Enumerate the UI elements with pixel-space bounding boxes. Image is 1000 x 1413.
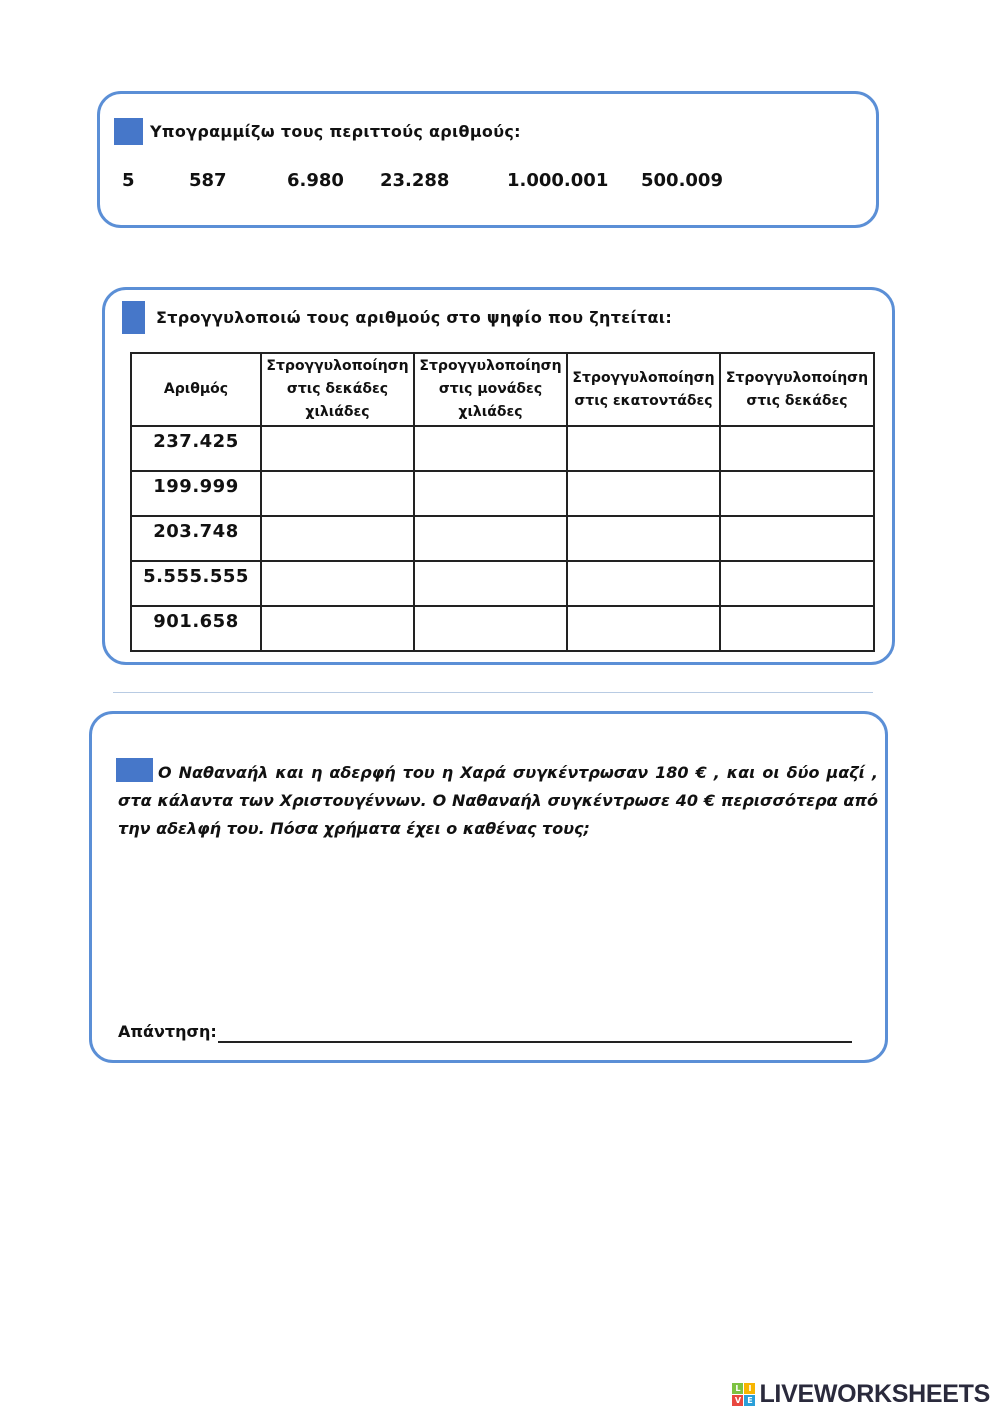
answer-cell[interactable] [567, 471, 720, 516]
answer-cell[interactable] [414, 426, 567, 471]
answer-cell[interactable] [261, 516, 414, 561]
table-row [131, 426, 874, 471]
answer-cell[interactable] [261, 426, 414, 471]
number-cell: 5.555.555 [131, 561, 261, 606]
answer-cell[interactable] [414, 561, 567, 606]
answer-cell[interactable] [414, 606, 567, 651]
answer-cell[interactable] [261, 471, 414, 516]
answer-cell[interactable] [567, 606, 720, 651]
number-item[interactable]: 1.000.001 [507, 170, 609, 191]
odd-numbers-box [97, 91, 879, 228]
column-header: Στρογγυλοποίηση στις εκατοντάδες [567, 353, 720, 426]
number-item[interactable]: 23.288 [380, 170, 450, 191]
number-cell: 237.425 [131, 426, 261, 471]
answer-line[interactable] [218, 1041, 852, 1043]
rounding-instruction: Στρογγυλοποιώ τους αριθμούς στο ψηφίο που ζητείται: [156, 308, 673, 327]
brand-name: LIVEWORKSHEETS [759, 1380, 990, 1408]
odd-numbers-instruction: Υπογραμμίζω τους περιττούς αριθμούς: [150, 122, 521, 141]
number-item[interactable]: 500.009 [641, 170, 723, 191]
section-divider [113, 692, 873, 693]
number-cell: 199.999 [131, 471, 261, 516]
word-problem-text: Ο Ναθαναήλ και η αδερφή του η Χαρά συγκέντρωσαν 180 € , και οι δύο μαζί , στα κάλαντα των Χριστουγέννων. Ο Ναθαναήλ συγκέντρωσε 40 € περισσότερα από την αδελφή του. Πόσα χρήματα έχει ο καθένας τους; [118, 763, 878, 838]
answer-cell[interactable] [567, 561, 720, 606]
logo-blocks-icon: L I V E [732, 1383, 755, 1406]
exercise-marker [122, 301, 145, 334]
column-header: Αριθμός [131, 353, 261, 426]
answer-cell[interactable] [720, 426, 874, 471]
table-header-row [131, 353, 874, 426]
number-item[interactable]: 6.980 [287, 170, 344, 191]
exercise-marker [114, 118, 143, 145]
table-row [131, 516, 874, 561]
column-header: Στρογγυλοποίηση στις μονάδες χιλιάδες [414, 353, 567, 426]
answer-cell[interactable] [720, 516, 874, 561]
table-row [131, 606, 874, 651]
word-problem-box [89, 711, 888, 1063]
answer-cell[interactable] [261, 606, 414, 651]
number-item[interactable]: 587 [189, 170, 227, 191]
table-row [131, 561, 874, 606]
number-cell: 901.658 [131, 606, 261, 651]
column-header: Στρογγυλοποίηση στις δεκάδες [720, 353, 874, 426]
rounding-box [102, 287, 895, 665]
column-header: Στρογγυλοποίηση στις δεκάδες χιλιάδες [261, 353, 414, 426]
liveworksheets-logo [732, 1380, 990, 1409]
answer-cell[interactable] [261, 561, 414, 606]
number-item[interactable]: 5 [122, 170, 135, 191]
answer-cell[interactable] [414, 471, 567, 516]
answer-cell[interactable] [720, 561, 874, 606]
answer-label: Απάντηση: [118, 1022, 217, 1041]
answer-cell[interactable] [414, 516, 567, 561]
answer-cell[interactable] [720, 606, 874, 651]
answer-cell[interactable] [567, 426, 720, 471]
number-cell: 203.748 [131, 516, 261, 561]
answer-cell[interactable] [567, 516, 720, 561]
table-row [131, 471, 874, 516]
answer-cell[interactable] [720, 471, 874, 516]
rounding-table [130, 352, 875, 652]
